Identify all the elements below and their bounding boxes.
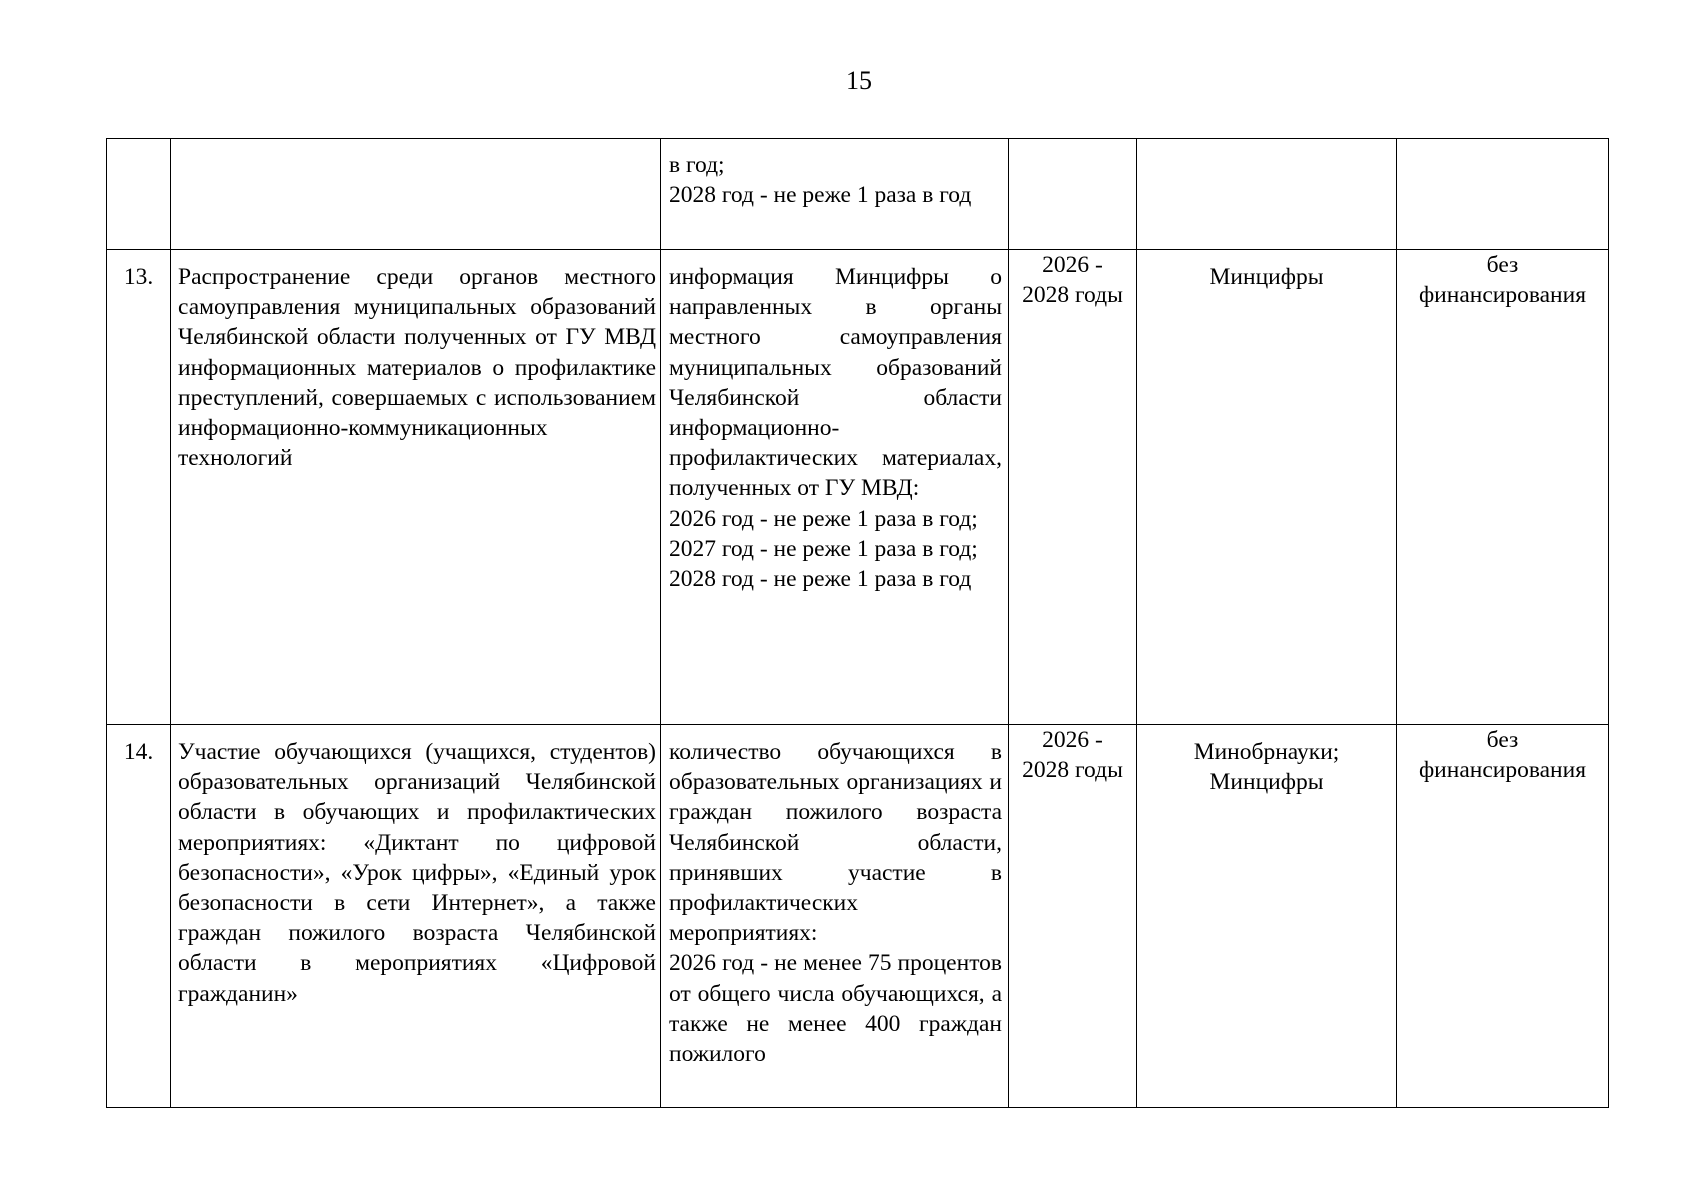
term-cell xyxy=(1009,250,1137,725)
indicator-cell xyxy=(661,250,1009,725)
indicator-cell xyxy=(661,725,1009,1108)
indicator-line: 2027 год - не реже 1 раза в год; xyxy=(669,535,978,562)
indicator-line: 2028 год - не реже 1 раза в год xyxy=(669,182,972,209)
indicator-line: 2028 год - не реже 1 раза в год xyxy=(669,566,972,593)
measure-name-cell xyxy=(171,250,661,725)
indicator-cell xyxy=(661,139,1009,250)
term-end: 2028 годы xyxy=(1022,282,1123,309)
financing-cell xyxy=(1397,250,1609,725)
executor: Минцифры xyxy=(1209,769,1324,796)
executor: Минцифры xyxy=(1209,264,1324,290)
indicator-line: информация Минцифры о направленных в органы местного самоуправления муниципальных образований Челябинской области информационно-профилактических материалах, полученных от ГУ МВД: xyxy=(669,264,1002,502)
table-row xyxy=(107,250,1609,725)
row-number: 13. xyxy=(123,264,154,290)
table-row-continuation xyxy=(107,139,1609,250)
term-cell xyxy=(1009,139,1137,250)
term-start: 2026 - xyxy=(1042,727,1103,753)
financing-line: без xyxy=(1486,252,1519,278)
page-number: 15 xyxy=(846,66,872,95)
row-number: 14. xyxy=(123,739,154,765)
table-row xyxy=(107,725,1609,1108)
number-cell xyxy=(107,725,171,1108)
financing-line: финансирования xyxy=(1418,282,1587,309)
financing-line: без xyxy=(1486,727,1519,753)
number-cell xyxy=(107,139,171,250)
term-cell xyxy=(1009,725,1137,1108)
indicator-line: 2026 год - не реже 1 раза в год; xyxy=(669,505,978,532)
term-end: 2028 годы xyxy=(1022,757,1123,784)
indicator-line: количество обучающихся в образовательных организациях и граждан пожилого возраста Челябинской области, принявших участие в профилактических мероприятиях: xyxy=(669,739,1002,947)
measure-name: Распространение среди органов местного самоуправления муниципальных образований Челябинской области полученных от ГУ МВД информационных материалов о профилактике преступлений, совершаемых с использованием информационно-коммуникационных технологий xyxy=(178,264,656,472)
indicator-line: 2026 год - не менее 75 процентов от общего числа обучающихся, а также не менее 400 граждан пожилого xyxy=(669,950,1002,1068)
financing-cell xyxy=(1397,139,1609,250)
executor-cell xyxy=(1137,250,1397,725)
measure-name-cell xyxy=(171,725,661,1108)
executor-cell xyxy=(1137,725,1397,1108)
executor-cell xyxy=(1137,139,1397,250)
financing-line: финансирования xyxy=(1418,757,1587,784)
measure-name: Участие обучающихся (учащихся, студентов) образовательных организаций Челябинской области в обучающих и профилактических мероприятиях: «Диктант по цифровой безопасности», «Урок цифры», «Единый урок безопасности в сети Интернет», а также граждан пожилого возраста Челябинской области в мероприятиях «Цифровой гражданин» xyxy=(178,739,656,1007)
financing-cell xyxy=(1397,725,1609,1108)
measures-table xyxy=(106,138,1609,1108)
executor: Минобрнауки; xyxy=(1193,739,1340,765)
measure-name-cell xyxy=(171,139,661,250)
indicator-line: в год; xyxy=(669,152,725,178)
number-cell xyxy=(107,250,171,725)
term-start: 2026 - xyxy=(1042,252,1103,278)
